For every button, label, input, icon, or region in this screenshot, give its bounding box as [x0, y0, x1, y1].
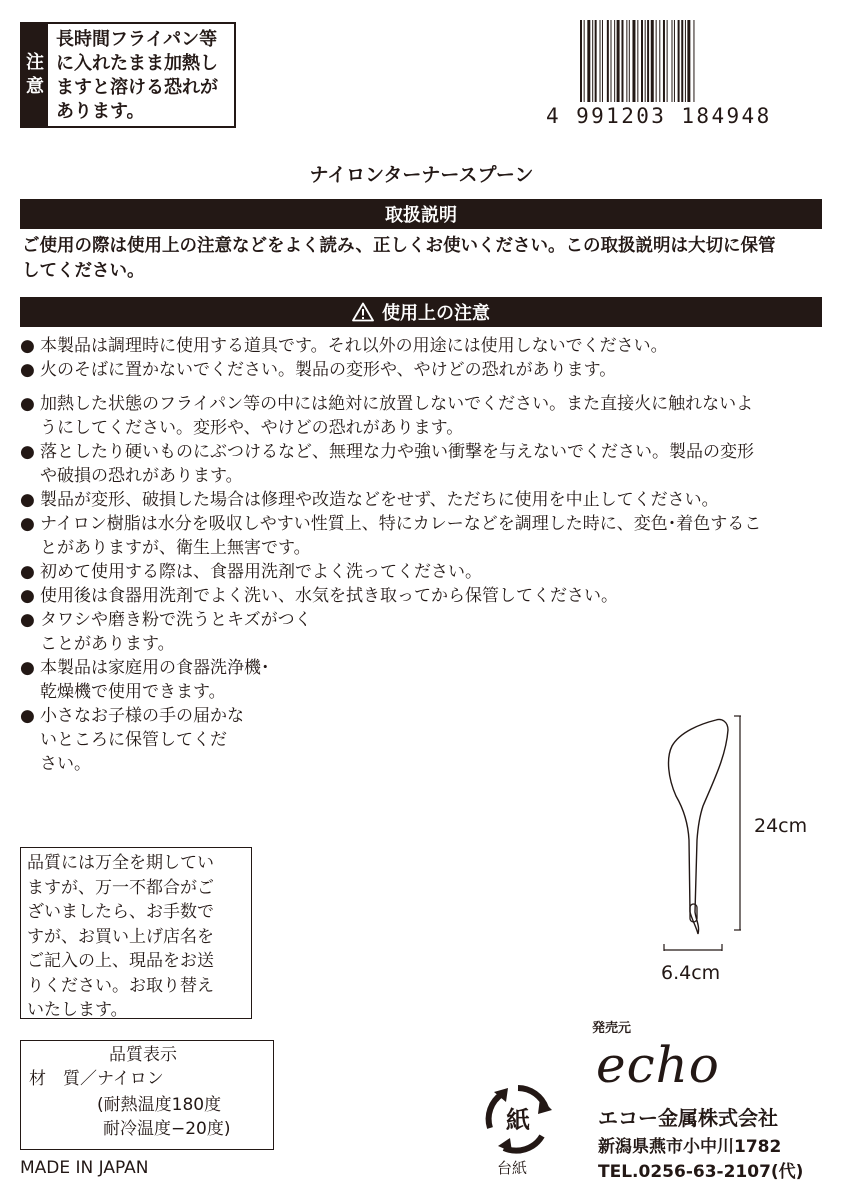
precaution-text: 加熱した状態のフライパン等の中には絶対に放置しないでください。また直接火に触れないよ	[40, 394, 754, 414]
intro-line: してください。	[22, 261, 145, 281]
caution-line: に入れたまま加熱し	[56, 53, 218, 74]
quality-notice-line: ますが、万一不都合がご	[27, 877, 214, 898]
origin-label: MADE IN JAPAN	[20, 1158, 149, 1178]
precaution-text: うにしてください。変形や、やけどの恐れがあります。	[40, 418, 464, 438]
precaution-line	[20, 728, 244, 752]
precautions-heading	[20, 297, 822, 327]
company-phone: TEL.0256-63-2107(代)	[598, 1162, 804, 1182]
paper-label: 台紙	[497, 1159, 528, 1177]
precaution-text: いところに保管してくだ	[40, 730, 227, 750]
precaution-item	[20, 358, 616, 382]
precaution-item	[20, 704, 244, 776]
bullet: ●	[20, 706, 35, 726]
caution-line: 長時間フライパン等	[56, 29, 218, 50]
precaution-text: 本製品は家庭用の食器洗浄機･	[40, 658, 270, 678]
precautions-heading-label: 使用上の注意	[382, 303, 490, 324]
precaution-item	[20, 488, 719, 512]
paper-recycle-icon	[482, 1082, 554, 1156]
precaution-line	[20, 752, 244, 776]
precaution-line	[20, 512, 761, 536]
caution-box	[20, 22, 236, 128]
precaution-line	[20, 680, 270, 704]
instructions-intro	[22, 234, 824, 284]
length-dimension: 24cm	[754, 815, 808, 837]
quality-label-box	[20, 1040, 274, 1150]
precaution-text: 火のそばに置かないでください。製品の変形や、やけどの恐れがあります。	[40, 360, 617, 380]
precaution-item	[20, 656, 270, 704]
bullet: ●	[20, 562, 35, 582]
precaution-text: や破損の恐れがあります。	[40, 466, 243, 486]
precaution-line	[20, 632, 312, 656]
bullet: ●	[20, 490, 35, 510]
company-address: 新潟県燕市小中川1782	[598, 1137, 782, 1157]
caution-tag-char: 意	[26, 76, 44, 97]
spoon-illustration	[650, 712, 760, 1002]
bullet: ●	[20, 442, 35, 462]
precaution-text: ことがあります。	[40, 634, 175, 654]
precaution-line	[20, 608, 312, 632]
precaution-line	[20, 584, 618, 608]
precaution-line	[20, 536, 761, 560]
precaution-text: とがありますが、衛生上無害です。	[40, 538, 311, 558]
quality-notice	[20, 847, 252, 1019]
precaution-line	[20, 656, 270, 680]
precaution-item	[20, 334, 668, 358]
caution-tag-char: 注	[26, 52, 44, 73]
bullet: ●	[20, 610, 35, 630]
quality-notice-line: いたします。	[27, 1000, 128, 1020]
precaution-text: さい。	[40, 754, 91, 774]
precaution-text: タワシや磨き粉で洗うとキズがつく	[40, 610, 312, 630]
seller-label: 発売元	[592, 1021, 632, 1036]
precaution-text: 使用後は食器用洗剤でよく洗い、水気を拭き取ってから保管してください。	[40, 586, 618, 606]
precaution-item	[20, 440, 754, 488]
instructions-heading	[20, 199, 822, 229]
precaution-text: 本製品は調理時に使用する道具です。それ以外の用途には使用しないでください。	[40, 336, 668, 356]
warning-icon	[352, 302, 374, 322]
precaution-item	[20, 392, 753, 440]
quality-notice-line: 品質には万全を期してい	[27, 853, 214, 873]
precaution-item	[20, 584, 618, 608]
precaution-line	[20, 560, 482, 584]
precaution-line	[20, 334, 668, 358]
precaution-item	[20, 560, 482, 584]
precaution-text: 製品が変形、破損した場合は修理や改造などをせず、ただちに使用を中止してください。	[40, 490, 719, 510]
precaution-line	[20, 392, 753, 416]
precaution-line	[20, 488, 719, 512]
bullet: ●	[20, 658, 35, 678]
bullet: ●	[20, 336, 35, 356]
caution-tag	[22, 24, 48, 126]
precaution-text: ナイロン樹脂は水分を吸収しやすい性質上、特にカレーなどを調理した時に、変色･着色するこ	[40, 514, 762, 534]
precaution-line	[20, 704, 244, 728]
barcode-image	[578, 20, 796, 102]
brand-logo: echo	[596, 1036, 720, 1094]
caution-line: ますと溶ける恐れが	[56, 77, 218, 98]
precaution-text: 落としたり硬いものにぶつけるなど、無理な力や強い衝撃を与えないでください。製品の変形	[40, 442, 754, 462]
intro-line: ご使用の際は使用上の注意などをよく読み、正しくお使いください。この取扱説明は大切に保管	[22, 236, 776, 256]
precaution-item	[20, 608, 312, 656]
precaution-item	[20, 512, 761, 560]
quality-label-title: 品質表示	[109, 1045, 177, 1065]
quality-notice-line: すが、お買い上げ店名を	[27, 926, 214, 947]
instructions-heading-label: 取扱説明	[385, 205, 457, 226]
precaution-line	[20, 440, 754, 464]
caution-line: あります。	[56, 101, 145, 122]
quality-notice-line: ざいましたら、お手数で	[27, 902, 214, 922]
precaution-line	[20, 416, 753, 440]
precaution-line	[20, 358, 616, 382]
svg-text:紙: 紙	[506, 1106, 530, 1134]
precaution-text: 初めて使用する際は、食器用洗剤でよく洗ってください。	[40, 562, 482, 582]
barcode-number: 4 991203 184948	[546, 104, 772, 128]
bullet: ●	[20, 514, 35, 534]
material-line: 材 質／ナイロン	[29, 1069, 164, 1089]
quality-notice-line: ご記入の上、現品をお送	[27, 951, 214, 971]
precaution-line	[20, 464, 754, 488]
precaution-text: 小さなお子様の手の届かな	[40, 706, 244, 726]
precaution-text: 乾燥機で使用できます。	[40, 682, 226, 702]
product-name: ナイロンターナースプーン	[309, 164, 534, 186]
quality-notice-line: りください。お取り替え	[27, 975, 214, 996]
company-name: エコー金属株式会社	[598, 1106, 778, 1130]
caution-text	[56, 28, 234, 124]
bullet: ●	[20, 360, 35, 380]
width-dimension: 6.4cm	[661, 962, 721, 984]
cold-resistance-line: 耐冷温度−20度)	[103, 1119, 231, 1139]
bullet: ●	[20, 394, 35, 414]
heat-resistance-line: (耐熱温度180度	[97, 1095, 222, 1115]
bullet: ●	[20, 586, 35, 606]
